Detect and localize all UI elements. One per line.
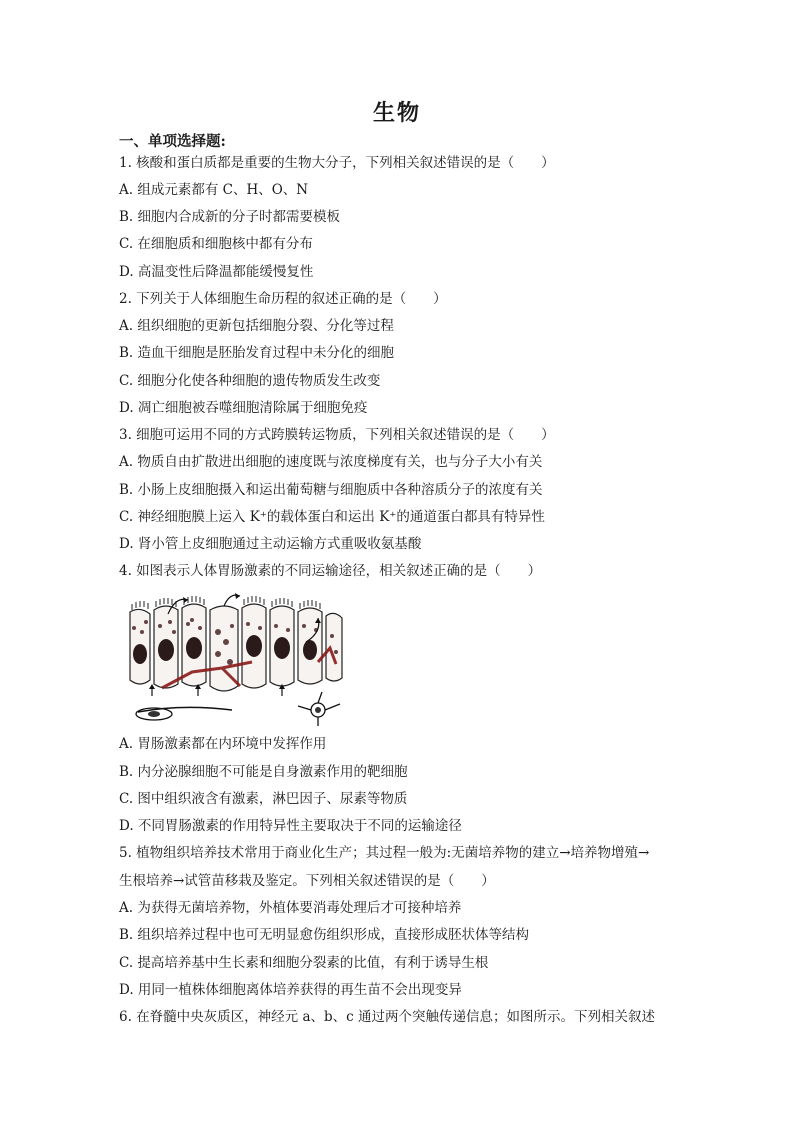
question-1-stem: 1. 核酸和蛋白质都是重要的生物大分子，下列相关叙述错误的是（ ） — [119, 155, 555, 171]
question-2-stem: 2. 下列关于人体细胞生命历程的叙述正确的是（ ） — [119, 291, 447, 307]
question-2-option-d: D. 凋亡细胞被吞噬细胞清除属于细胞免疫 — [119, 400, 368, 416]
question-5-option-d: D. 用同一植株体细胞离体培养获得的再生苗不会出现变异 — [119, 982, 462, 998]
question-3-stem: 3. 细胞可运用不同的方式跨膜转运物质，下列相关叙述错误的是（ ） — [119, 427, 555, 443]
question-2-option-b: B. 造血干细胞是胚胎发育过程中未分化的细胞 — [119, 345, 395, 361]
page-title: 生物 — [372, 100, 421, 126]
question-5-option-c: C. 提高培养基中生长素和细胞分裂素的比值，有利于诱导生根 — [119, 955, 489, 971]
section-heading: 一、单项选择题: — [119, 133, 226, 150]
question-1-option-c: C. 在细胞质和细胞核中都有分布 — [119, 236, 313, 252]
question-1-option-b: B. 细胞内合成新的分子时都需要模板 — [119, 209, 341, 225]
question-4-option-a: A. 胃肠激素都在内环境中发挥作用 — [119, 736, 327, 752]
question-4-option-d: D. 不同胃肠激素的作用特异性主要取决于不同的运输途径 — [119, 818, 462, 834]
question-5-stem: 5. 植物组织培养技术常用于商业化生产；其过程一般为:无菌培养物的建立→培养物增殖→ — [119, 845, 650, 861]
question-5-option-b: B. 组织培养过程中也可无明显愈伤组织形成，直接形成胚状体等结构 — [119, 927, 530, 943]
question-3-option-b: B. 小肠上皮细胞摄入和运出葡萄糖与细胞质中各种溶质分子的浓度有关 — [119, 482, 543, 498]
question-4-option-b: B. 内分泌腺细胞不可能是自身激素作用的靶细胞 — [119, 764, 408, 780]
question-3-option-c: C. 神经细胞膜上运入 K⁺的载体蛋白和运出 K⁺的通道蛋白都具有特异性 — [119, 509, 545, 525]
question-5-stem-continued: 生根培养→试管苗移栽及鉴定。下列相关叙述错误的是（ ） — [119, 873, 495, 889]
question-5-option-a: A. 为获得无菌培养物，外植体要消毒处理后才可接种培养 — [119, 900, 462, 916]
question-3-option-a: A. 物质自由扩散进出细胞的速度既与浓度梯度有关，也与分子大小有关 — [119, 454, 543, 470]
question-6-stem: 6. 在脊髓中央灰质区，神经元 a、b、c 通过两个突触传递信息；如图所示。下列相关叙述 — [119, 1009, 656, 1025]
question-3-option-d: D. 肾小管上皮细胞通过主动运输方式重吸收氨基酸 — [119, 536, 422, 552]
question-4-option-c: C. 图中组织液含有激素，淋巴因子、尿素等物质 — [119, 791, 408, 807]
question-2-option-a: A. 组织细胞的更新包括细胞分裂、分化等过程 — [119, 318, 394, 334]
question-2-option-c: C. 细胞分化使各种细胞的遗传物质发生改变 — [119, 373, 381, 389]
question-4-stem: 4. 如图表示人体胃肠激素的不同运输途径，相关叙述正确的是（ ） — [119, 563, 542, 579]
gastrointestinal-hormone-figure — [122, 592, 348, 726]
question-1-option-d: D. 高温变性后降温都能缓慢复性 — [119, 264, 314, 280]
question-1-option-a: A. 组成元素都有 C、H、O、N — [119, 182, 309, 198]
